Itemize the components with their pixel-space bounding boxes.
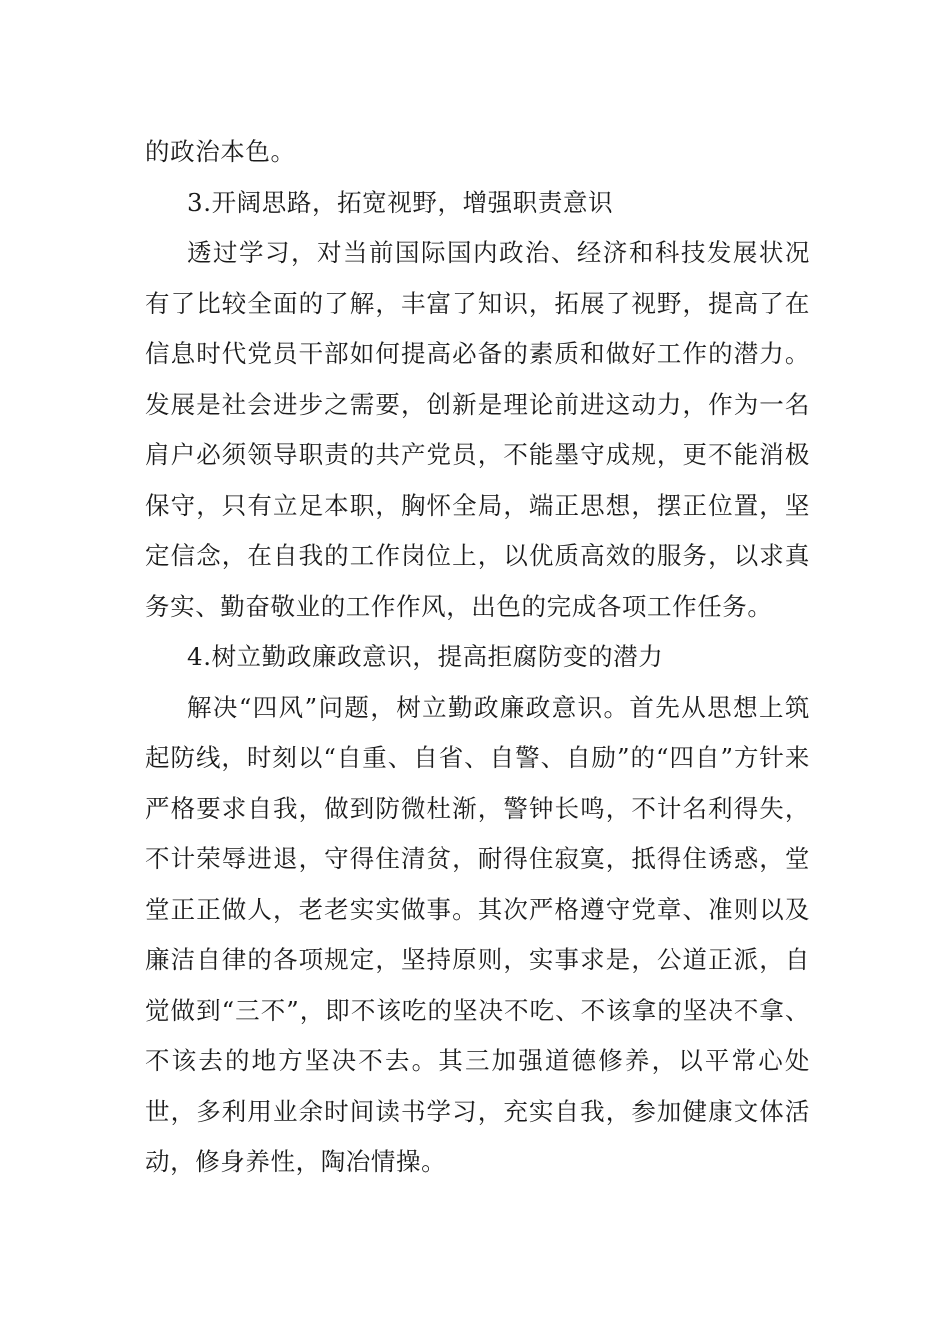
document-body xyxy=(145,127,810,1188)
section-heading-4: 4.树立勤政廉政意识，提高拒腐防变的潜力 xyxy=(187,642,664,671)
paragraph-section-4: 解决“四风”问题，树立勤政廉政意识。首先从思想上筑起防线，时刻以“自重、自省、自警、自励”的“四自”方针来严格要求自我，做到防微杜渐，警钟长鸣，不计名利得失，不计荣辱进退，守得住清贫，耐得住寂寞，抵得住诱惑，堂堂正正做人，老老实实做事。其次严格遵守党章、准则以及廉洁自律的各项规定，坚持原则，实事求是，公道正派，自觉做到“三不”，即不该吃的坚决不吃、不该拿的坚决不拿、不该去的地方坚决不去。其三加强道德修养，以平常心处世，多利用业余时间读书学习，充实自我，参加健康文体活动，修身养性，陶冶情操。 xyxy=(145,692,810,1176)
section-heading-3: 3.开阔思路，拓宽视野，增强职责意识 xyxy=(187,187,614,217)
paragraph-continuation: 的政治本色。 xyxy=(145,137,296,166)
paragraph-section-3: 透过学习，对当前国际国内政治、经济和科技发展状况有了比较全面的了解，丰富了知识，拓展了视野，提高了在信息时代党员干部如何提高必备的素质和做好工作的潜力。发展是社会进步之需要，创新是理论前进这动力，作为一名肩户必须领导职责的共产党员，不能墨守成规，更不能消极保守，只有立足本职，胸怀全局，端正思想，摆正位置，坚定信念，在自我的工作岗位上，以优质高效的服务，以求真务实、勤奋敬业的工作作风，出色的完成各项工作任务。 xyxy=(145,238,810,621)
